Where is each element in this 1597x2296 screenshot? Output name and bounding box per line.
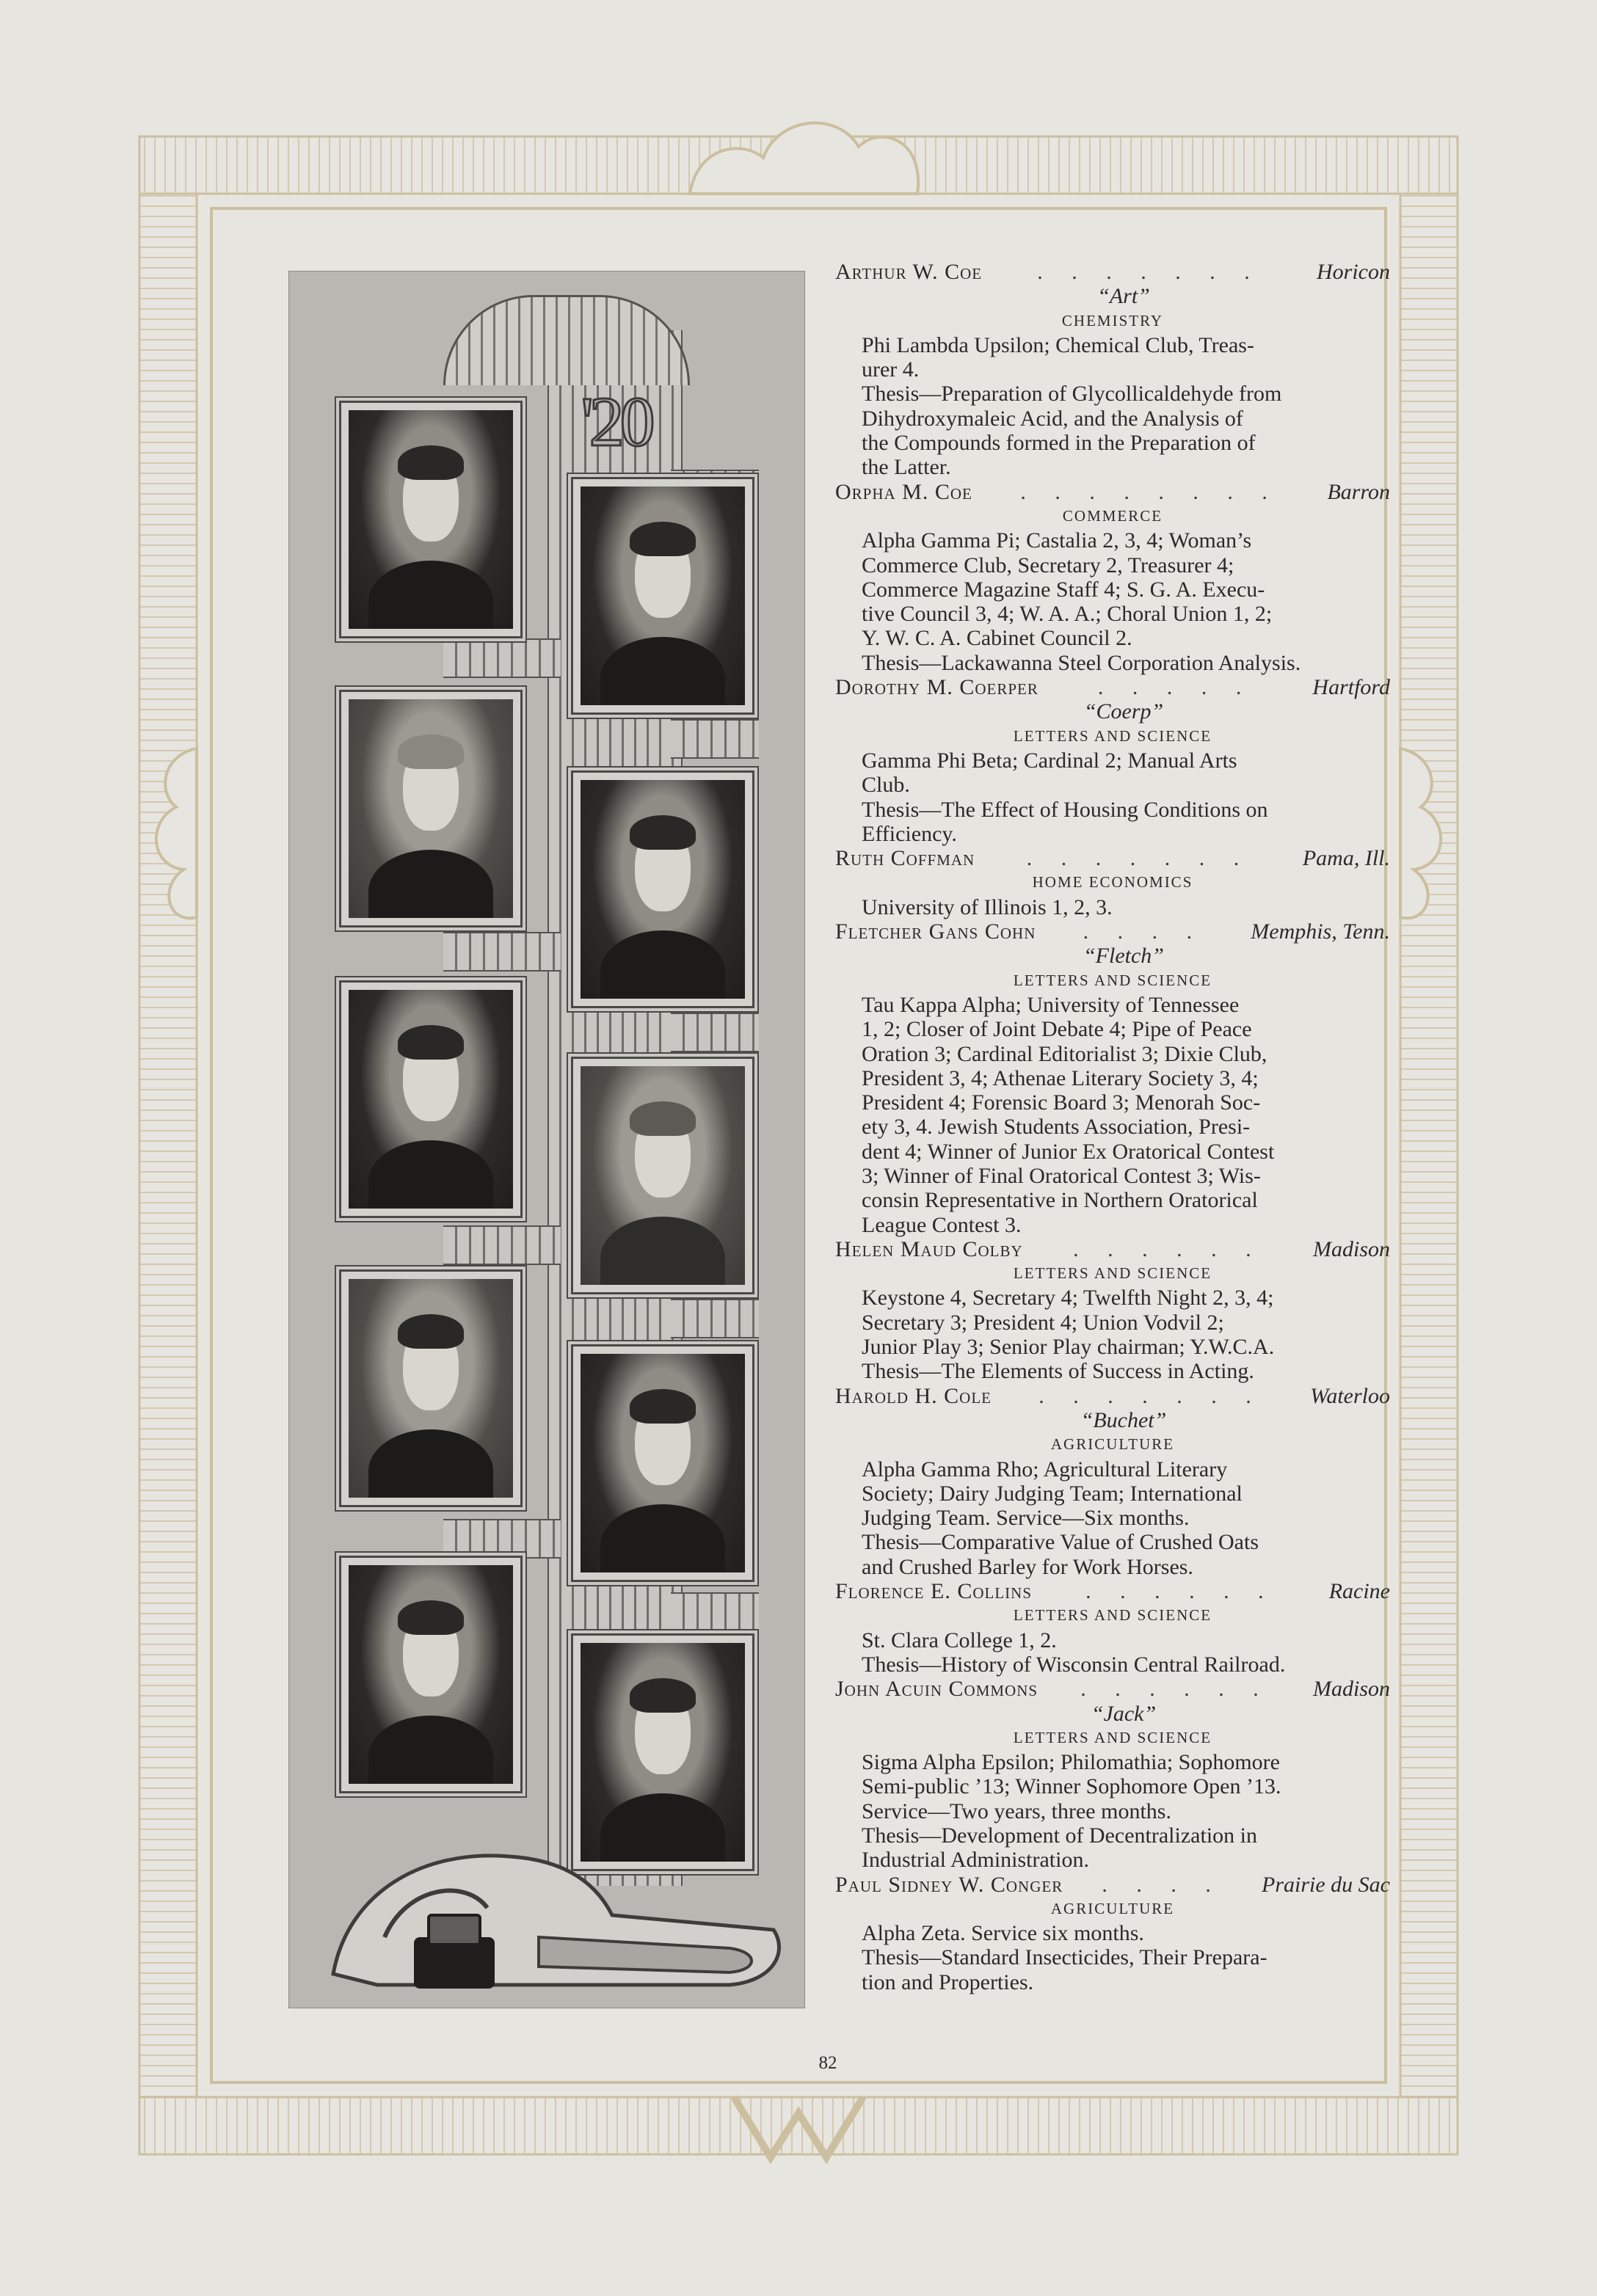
course-of-study: LETTERS AND SCIENCE [1013, 971, 1212, 989]
description-line: Thesis—The Elements of Success in Acting. [862, 1359, 1254, 1384]
nickname: “Art” [1097, 284, 1150, 309]
description-line: University of Illinois 1, 2, 3. [862, 894, 1113, 919]
decorative-arch [443, 295, 690, 385]
description-line: Commerce Magazine Staff 4; S. G. A. Execu- [862, 577, 1265, 602]
portrait-photo [581, 1066, 745, 1285]
course-of-study: AGRICULTURE [1050, 1899, 1175, 1917]
description-line: Y. W. C. A. Cabinet Council 2. [862, 626, 1132, 651]
activities-description [835, 895, 1390, 919]
description-line: dent 4; Winner of Junior Ex Oratorical Contest [862, 1139, 1275, 1164]
biography-entry [835, 1237, 1390, 1384]
entry-header [835, 1237, 1390, 1261]
biography-entry [835, 480, 1390, 675]
photo-frame [339, 980, 523, 1218]
description-line: Thesis—The Effect of Housing Conditions on [862, 797, 1268, 822]
decorative-band [671, 1013, 759, 1052]
description-line: St. Clara College 1, 2. [862, 1628, 1057, 1652]
description-line: Dihydroxymaleic Acid, and the Analysis of [862, 406, 1243, 431]
description-line: Efficiency. [862, 821, 957, 846]
portrait-panel [288, 271, 805, 2008]
description-line: Alpha Zeta. Service six months. [862, 1921, 1144, 1946]
course-of-study: COMMERCE [1062, 506, 1163, 525]
entry-header [835, 480, 1390, 504]
description-line: Gamma Phi Beta; Cardinal 2; Manual Arts [862, 748, 1237, 773]
description-line: urer 4. [862, 357, 920, 382]
description-line: President 4; Forensic Board 3; Menorah Soc- [862, 1090, 1261, 1115]
activities-description [835, 333, 1390, 480]
entry-header [835, 1579, 1390, 1603]
biography-entry [835, 846, 1390, 919]
leader-dots: . . . . . . [1080, 1677, 1270, 1702]
biography-text [835, 260, 1390, 1994]
biography-entry [835, 1873, 1390, 1994]
hometown: Barron [1327, 479, 1390, 504]
leader-dots: . . . . [1083, 919, 1204, 944]
description-line: Keystone 4, Secretary 4; Twelfth Night 2, 3, 4; [862, 1286, 1274, 1311]
biography-entry [835, 1579, 1390, 1677]
portrait-photo [581, 486, 745, 705]
photo-frame [339, 401, 523, 638]
leader-dots: . . . . . . [1073, 1236, 1263, 1261]
student-name: Paul Sidney W. Conger [835, 1872, 1063, 1897]
photo-frame [571, 477, 754, 715]
decorative-band [671, 1592, 759, 1632]
description-line: Thesis—Standard Insecticides, Their Prepara- [862, 1945, 1267, 1970]
leader-dots: . . . . . [1097, 675, 1254, 700]
inkwell-ornament [319, 1827, 788, 1996]
nickname: “Jack” [1091, 1701, 1157, 1726]
portrait-photo [581, 1354, 745, 1572]
photo-frame [339, 690, 523, 927]
student-name: Arthur W. Coe [835, 260, 983, 284]
description-line: Judging Team. Service—Six months. [862, 1506, 1190, 1531]
description-line: the Compounds formed in the Preparation of [862, 431, 1256, 456]
entry-header [835, 675, 1390, 699]
entry-header [835, 1677, 1390, 1701]
activities-description [835, 1457, 1390, 1579]
course-of-study: LETTERS AND SCIENCE [1013, 726, 1212, 745]
description-line: tive Council 3, 4; W. A. A.; Choral Union 1, 2; [862, 602, 1273, 627]
biography-entry [835, 1677, 1390, 1872]
portrait-photo [349, 699, 513, 918]
description-line: Semi-public ’13; Winner Sophomore Open ’13. [862, 1774, 1281, 1799]
description-line: Thesis—Lackawanna Steel Corporation Analysis. [862, 650, 1301, 675]
decorative-band [443, 1519, 561, 1559]
nickname: “Coerp” [1083, 699, 1164, 724]
description-line: ety 3, 4. Jewish Students Association, Presi- [862, 1115, 1251, 1140]
description-line: 1, 2; Closer of Joint Debate 4; Pipe of Peace [862, 1017, 1252, 1042]
hometown: Pama, Ill. [1302, 846, 1390, 871]
entry-header [835, 846, 1390, 870]
student-name: Dorothy M. Coerper [835, 675, 1038, 700]
description-line: Thesis—Comparative Value of Crushed Oats [862, 1530, 1259, 1555]
student-name: John Acuin Commons [835, 1677, 1038, 1702]
description-line: Thesis—Development of Decentralization in [862, 1823, 1257, 1848]
course-of-study: LETTERS AND SCIENCE [1013, 1606, 1212, 1625]
description-line: Alpha Gamma Rho; Agricultural Literary [862, 1457, 1228, 1482]
description-line: Industrial Administration. [862, 1848, 1089, 1873]
hometown: Madison [1313, 1677, 1390, 1702]
activities-description [835, 1921, 1390, 1994]
description-line: President 3, 4; Athenae Literary Society 3, 4; [862, 1065, 1259, 1090]
entry-header [835, 919, 1390, 944]
description-line: Alpha Gamma Pi; Castalia 2, 3, 4; Woman’s [862, 528, 1252, 553]
decorative-band [443, 1225, 561, 1265]
activities-description [835, 1286, 1390, 1383]
student-name: Florence E. Collins [835, 1579, 1033, 1604]
description-line: 3; Winner of Final Oratorical Contest 3; Wis- [862, 1163, 1261, 1188]
leader-dots: . . . . . . . [1038, 1383, 1263, 1408]
student-name: Harold H. Cole [835, 1383, 992, 1408]
decorative-band [671, 719, 759, 759]
page-number: 82 [818, 2053, 837, 2073]
nickname: “Buchet” [1080, 1407, 1167, 1432]
entry-header [835, 260, 1390, 284]
photo-frame [339, 1269, 523, 1507]
description-line: Sigma Alpha Epsilon; Philomathia; Sophomore [862, 1750, 1280, 1775]
student-name: Fletcher Gans Cohn [835, 919, 1036, 944]
description-line: Junior Play 3; Senior Play chairman; Y.W.C.A. [862, 1335, 1275, 1360]
description-line: Phi Lambda Upsilon; Chemical Club, Treas- [862, 332, 1254, 357]
description-line: Club. [862, 773, 910, 798]
biography-entry [835, 260, 1390, 480]
leader-dots: . . . . . . [1085, 1579, 1276, 1604]
description-line: Secretary 3; President 4; Union Vodvil 2; [862, 1310, 1224, 1335]
activities-description [835, 1750, 1390, 1872]
entry-header [835, 1873, 1390, 1897]
description-line: Oration 3; Cardinal Editorialist 3; Dixie Club, [862, 1041, 1267, 1066]
description-line: League Contest 3. [862, 1212, 1022, 1237]
portrait-photo [349, 1279, 513, 1498]
hometown: Hartford [1312, 675, 1390, 700]
biography-entry [835, 919, 1390, 1237]
portrait-photo [349, 990, 513, 1209]
decorative-band [671, 1299, 759, 1338]
course-of-study: HOME ECONOMICS [1032, 873, 1193, 892]
description-line: Thesis—History of Wisconsin Central Railroad. [862, 1652, 1286, 1677]
hometown: Prairie du Sac [1262, 1872, 1390, 1897]
activities-description [835, 993, 1390, 1237]
biography-entry [835, 675, 1390, 846]
course-of-study: AGRICULTURE [1050, 1435, 1175, 1454]
photo-frame [571, 1057, 754, 1294]
class-year-mark: '20 [581, 382, 651, 461]
leader-dots: . . . . . . . [1037, 260, 1262, 284]
leader-dots: . . . . . . . [1026, 846, 1251, 871]
leader-dots: . . . . . . . . [1020, 479, 1279, 504]
biography-entry [835, 1384, 1390, 1579]
activities-description [835, 528, 1390, 675]
entry-header [835, 1384, 1390, 1408]
hometown: Waterloo [1310, 1383, 1390, 1408]
description-line: the Latter. [862, 455, 951, 480]
hometown: Racine [1328, 1579, 1390, 1604]
leader-dots: . . . . [1102, 1872, 1223, 1897]
description-line: consin Representative in Northern Oratorical [862, 1188, 1258, 1213]
course-of-study: CHEMISTRY [1061, 311, 1164, 329]
description-line: Tau Kappa Alpha; University of Tennessee [862, 992, 1240, 1017]
hometown: Horicon [1317, 260, 1390, 284]
portrait-photo [581, 780, 745, 999]
decorative-band [443, 932, 561, 972]
photo-frame [571, 1344, 754, 1582]
decorative-band [443, 638, 561, 678]
description-line: and Crushed Barley for Work Horses. [862, 1554, 1193, 1579]
nickname: “Fletch” [1083, 944, 1164, 969]
description-line: Service—Two years, three months. [862, 1798, 1171, 1823]
description-line: tion and Properties. [862, 1969, 1034, 1994]
course-of-study: LETTERS AND SCIENCE [1013, 1728, 1212, 1746]
description-line: Society; Dairy Judging Team; International [862, 1481, 1243, 1506]
student-name: Helen Maud Colby [835, 1236, 1023, 1261]
activities-description [835, 748, 1390, 846]
photo-frame [339, 1556, 523, 1793]
portrait-photo [349, 410, 513, 629]
description-line: Commerce Club, Secretary 2, Treasurer 4; [862, 553, 1234, 577]
hometown: Memphis, Tenn. [1251, 919, 1390, 944]
hometown: Madison [1313, 1236, 1390, 1261]
portrait-photo [349, 1565, 513, 1784]
student-name: Orpha M. Coe [835, 479, 972, 504]
description-line: Thesis—Preparation of Glycollicaldehyde from [862, 382, 1282, 407]
photo-frame [571, 770, 754, 1008]
course-of-study: LETTERS AND SCIENCE [1013, 1264, 1212, 1283]
student-name: Ruth Coffman [835, 846, 975, 871]
activities-description [835, 1628, 1390, 1677]
